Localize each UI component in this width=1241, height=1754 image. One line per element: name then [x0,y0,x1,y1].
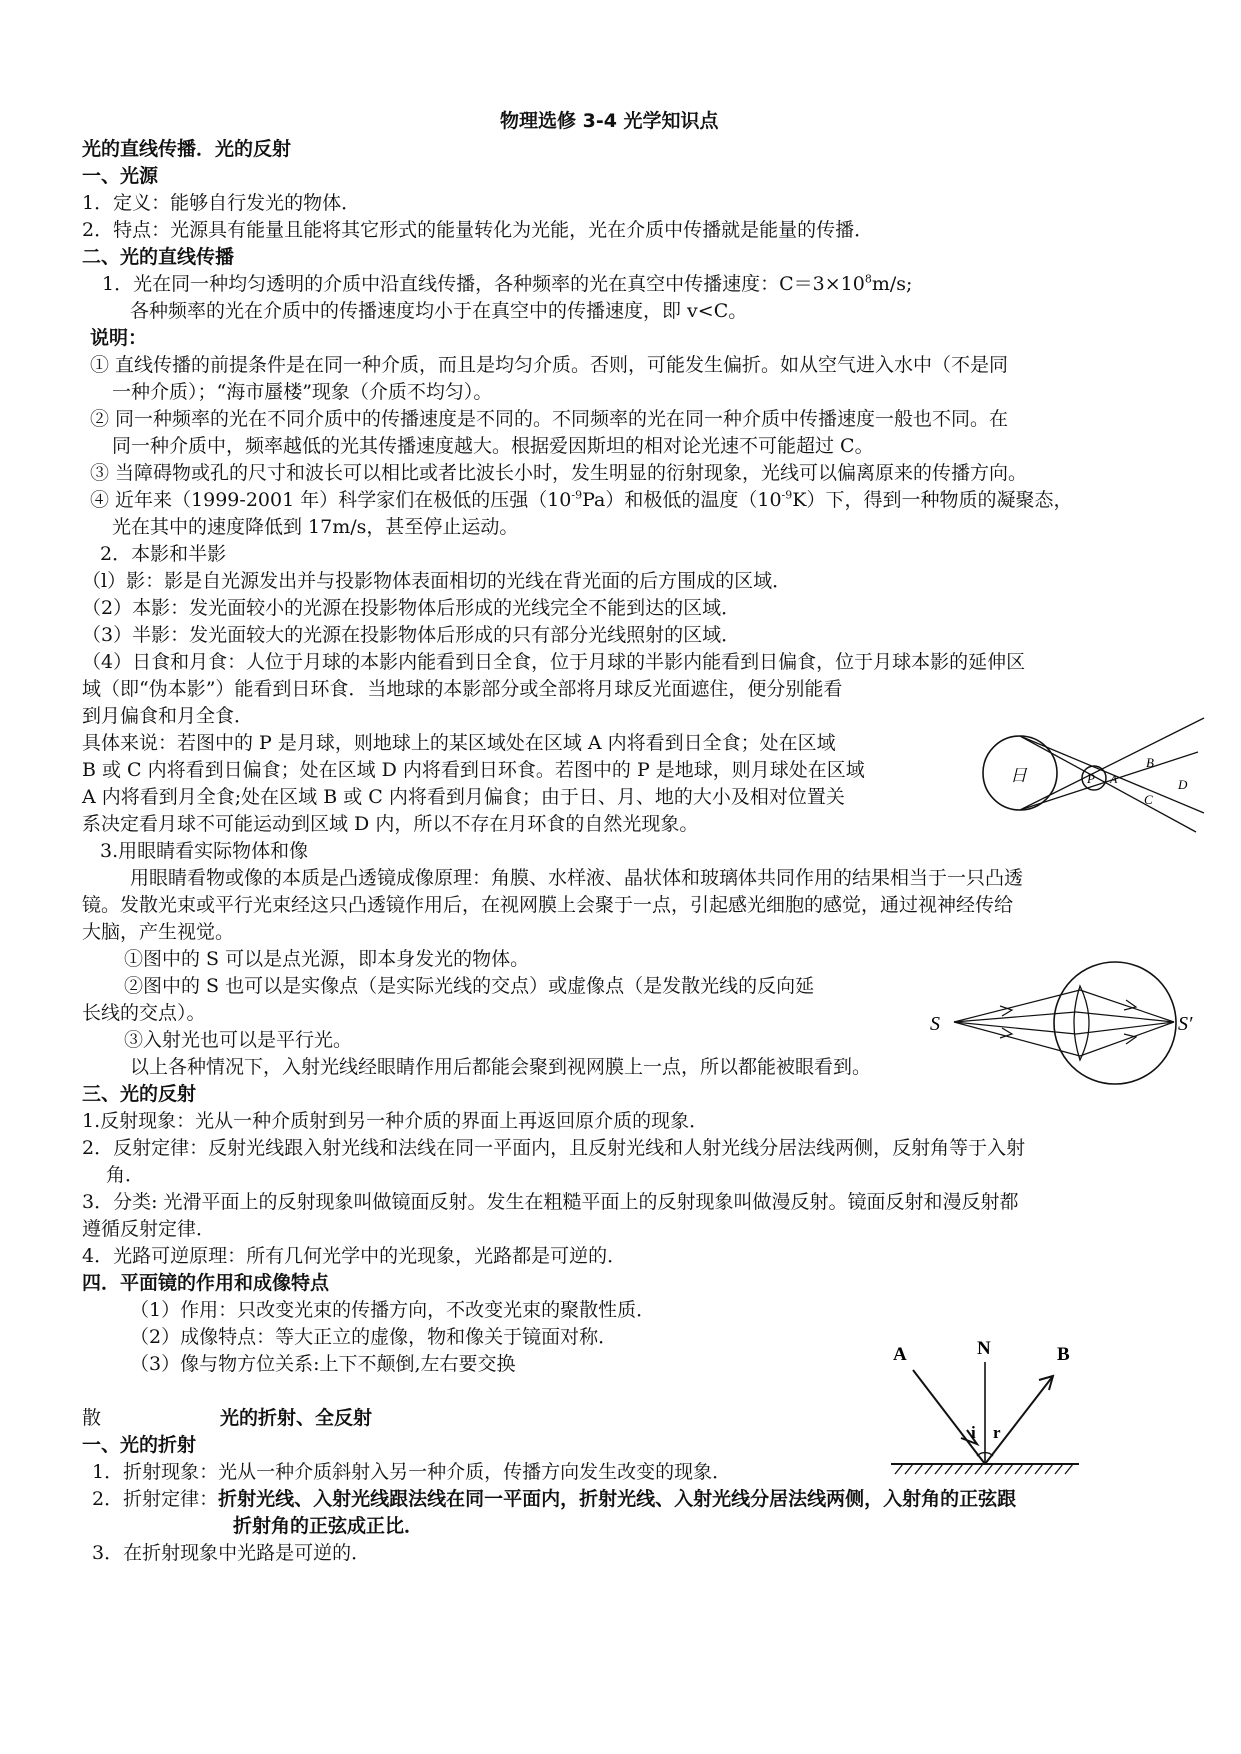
subheading: 3.用眼睛看实际物体和像 [100,840,309,862]
part2-prefix: 散 [82,1407,102,1429]
mirror-hatching [895,1464,1073,1474]
eclipse-diagram [970,712,1206,834]
paragraph: （3）像与物方位关系:上下不颠倒,左右要交换 [130,1353,516,1375]
eyeball [1054,962,1176,1084]
note-item: 同一种介质中，频率越低的光其传播速度越大。根据爱因斯坦的相对论光速不可能超过 C。 [112,435,874,457]
note-item: ② 同一种频率的光在不同介质中的传播速度是不同的。不同频率的光在同一种介质中传播速度一般也不同。在 [90,408,1009,430]
light-ray [1080,1022,1174,1056]
paragraph: 2．反射定律：反射光线跟入射光线和法线在同一平面内，且反射光线和人射光线分居法线两侧，反射角等于入射 [82,1137,1026,1159]
paragraph: 具体来说：若图中的 P 是月球，则地球上的某区域处在区域 A 内将看到日全食；处在区域 [82,732,836,754]
region-label-c: C [1144,792,1153,807]
paragraph: 大脑，产生视觉。 [82,921,235,943]
paragraph: 到月偏食和月全食． [82,705,254,727]
sun-label: 日 [1010,766,1027,785]
note-item: 光在其中的速度降低到 17m/s，甚至停止运动。 [112,516,519,538]
paragraph: 2．特点：光源具有能量且能将其它形式的能量转化为光能，光在介质中传播就是能量的传播． [82,219,874,241]
note-label: 说明： [90,327,148,349]
ray [1020,752,1198,810]
paragraph: 各种频率的光在介质中的传播速度均小于在真空中的传播速度，即 v<C。 [130,300,748,322]
paragraph: （l）影：影是自光源发出并与投影物体表面相切的光线在背光面的后方围成的区域． [82,570,792,592]
paragraph: B 或 C 内将看到日偏食；处在区域 D 内将看到日环食。若图中的 P 是地球，则月球处在区域 [82,759,865,781]
paragraph: （4）日食和月食：人位于月球的本影内能看到日全食，位于月球的半影内能看到日偏食，位于月球本影的延伸区 [82,651,1026,673]
paragraph: （2）成像特点：等大正立的虚像，物和像关于镜面对称． [130,1326,618,1348]
paragraph: （1）作用：只改变光束的传播方向，不改变光束的聚散性质． [130,1299,656,1321]
paragraph: 用眼睛看物或像的本质是凸透镜成像原理：角膜、水样液、晶状体和玻璃体共同作用的结果相当于一只凸透 [130,867,1024,889]
note-item: ① 直线传播的前提条件是在同一种介质，而且是均匀介质。否则，可能发生偏折。如从空气进入水中（不是同 [90,354,1009,376]
paragraph: 1.反射现象：光从一种介质射到另一种介质的界面上再返回原介质的现象． [82,1110,709,1132]
paragraph: 系决定看月球不可能运动到区域 D 内，所以不存在月环食的自然光现象。 [82,813,699,835]
paragraph: 1．定义：能够自行发光的物体． [82,192,361,214]
paragraph: 遵循反射定律． [82,1218,216,1240]
ray [1020,736,1196,832]
lens [1074,986,1089,1060]
section-heading-refraction: 一、光的折射 [82,1434,197,1456]
paragraph: （2）本影：发光面较小的光源在投影物体后形成的光线完全不能到达的区域． [82,597,741,619]
label-b: B [1057,1344,1070,1365]
paragraph: （3）半影：发光面较大的光源在投影物体后形成的只有部分光线照射的区域． [82,624,741,646]
region-label-a: A [1110,772,1118,786]
label-n: N [977,1338,991,1359]
angle-label-r: r [993,1423,1001,1442]
region-label-d: D [1178,777,1188,792]
page-title: 物理选修 3-4 光学知识点 [500,110,719,132]
paragraph: 1．光在同一种均匀透明的介质中沿直线传播，各种频率的光在真空中传播速度：$C=3\times 10^8m/s$; [102,272,913,295]
angle-label-i: i [971,1423,976,1442]
reflected-ray [985,1376,1053,1464]
eye-diagram [930,960,1210,1095]
note-item: 一种介质）；“海市蜃楼”现象（介质不均匀）。 [112,381,493,403]
paragraph: 1．折射现象：光从一种介质斜射入另一种介质，传播方向发生改变的现象． [92,1461,732,1483]
image-label: S′ [1178,1013,1193,1035]
paragraph: ①图中的 S 可以是点光源，即本身发光的物体。 [124,948,530,970]
region-label-b: B [1146,755,1154,770]
paragraph: 镜。发散光束或平行光束经这只凸透镜作用后，在视网膜上会聚于一点，引起感光细胞的感觉，通过视神经传给 [82,894,1014,916]
note-item: ③ 当障碍物或孔的尺寸和波长可以相比或者比波长小时，发生明显的衍射现象，光线可以偏离原来的传播方向。 [90,462,1028,484]
section-heading-plane-mirror: 四．平面镜的作用和成像特点 [82,1272,330,1294]
paragraph: ②图中的 S 也可以是实像点（是实际光线的交点）或虚像点（是发散光线的反向延 [124,975,815,997]
paragraph: 长线的交点）。 [82,1002,206,1024]
part2-title: 光的折射、全反射 [220,1407,373,1429]
paragraph: 角． [106,1164,145,1186]
light-ray [954,1022,1080,1056]
ray [1020,718,1204,810]
label-a: A [893,1344,907,1365]
paragraph: 以上各种情况下，入射光线经眼睛作用后都能会聚到视网膜上一点，所以都能被眼看到。 [130,1056,872,1078]
paragraph: ③入射光也可以是平行光。 [124,1029,353,1051]
source-label: S [930,1013,940,1035]
subheading: 2．本影和半影 [100,543,227,565]
section-heading-linear-propagation: 二、光的直线传播 [82,246,235,268]
light-ray [1076,1022,1174,1034]
paragraph: 折射角的正弦成正比． [233,1515,424,1537]
paragraph: A 内将看到月全食;处在区域 B 或 C 内将看到月偏食；由于日、月、地的大小及相对位置关 [82,786,845,808]
reflection-diagram [885,1332,1085,1482]
point-label: P [1087,771,1095,786]
part1-title: 光的直线传播．光的反射 [82,138,292,160]
section-heading-light-source: 一、光源 [82,165,159,187]
paragraph: 2．折射定律：折射光线、入射光线跟法线在同一平面内，折射光线、入射光线分居法线两侧，入射角的正弦跟 [92,1488,1017,1510]
incident-ray [913,1370,985,1464]
paragraph: 3．在折射现象中光路是可逆的． [92,1542,371,1564]
light-ray [954,1022,1076,1034]
paragraph: 4．光路可逆原理：所有几何光学中的光现象，光路都是可逆的． [82,1245,627,1267]
paragraph: 域（即“伪本影”）能看到日环食．当地球的本影部分或全部将月球反光面遮住，便分别能看 [82,678,843,700]
section-heading-reflection: 三、光的反射 [82,1083,197,1105]
paragraph: 3．分类: 光滑平面上的反射现象叫做镜面反射。发生在粗糙平面上的反射现象叫做漫反射。镜面反射和漫反射都 [82,1191,1019,1213]
note-item: ④ 近年来（1999-2001 年）科学家们在极低的压强$(10^{-9}Pa)$和极低的温度$(10^{-9}K)$下，得到一种物质的凝聚态， [90,488,1073,511]
arrow-mark [1000,1028,1012,1038]
